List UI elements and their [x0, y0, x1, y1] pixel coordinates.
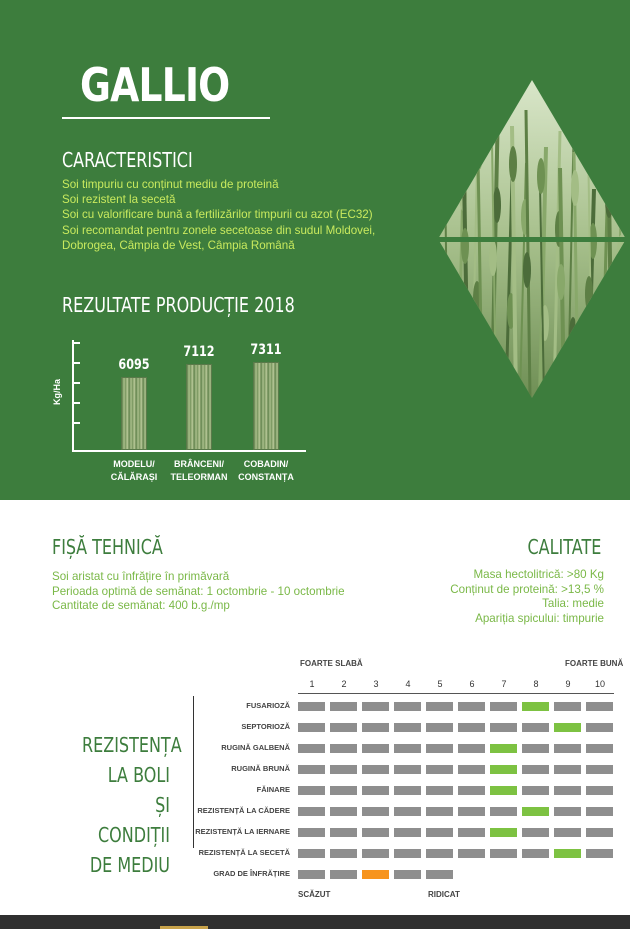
rating-cell: [490, 828, 517, 837]
scale-number: 8: [533, 679, 539, 689]
scale-cell: [394, 786, 421, 795]
bar-value-label: 7112: [183, 344, 215, 361]
tillering-cell: [330, 870, 357, 879]
high-label: RIDICAT: [428, 890, 460, 899]
scale-number: 9: [565, 679, 571, 689]
scale-cell: [394, 828, 421, 837]
scale-cell: [362, 807, 389, 816]
list-item: Cantitate de semănat: 400 b.g./mp: [52, 599, 230, 612]
scale-cell: [554, 702, 581, 711]
scale-cell: [362, 702, 389, 711]
scale-cell: [458, 828, 485, 837]
y-axis: [72, 340, 74, 452]
list-item: Soi aristat cu înfrățire în primăvară: [52, 570, 230, 583]
rezistenta-heading: [60, 730, 182, 880]
rating-cell: [490, 765, 517, 774]
scale-cell: [522, 765, 549, 774]
bar-value-label: 7311: [250, 342, 282, 358]
heading-line: LA BOLI: [107, 763, 170, 787]
title-underline: [62, 117, 270, 119]
list-item: Perioada optimă de semănat: 1 octombrie - 10 octombrie: [52, 584, 345, 598]
scale-cell: [426, 849, 453, 858]
tillering-cell: [394, 870, 421, 879]
scale-cell: [554, 744, 581, 753]
list-item: Apariția spicului: timpurie: [475, 611, 604, 625]
rating-cell: [522, 702, 549, 711]
scale-number: 10: [594, 679, 605, 689]
scale-low-label: FOARTE SLABĂ: [300, 659, 363, 668]
scale-cell: [298, 702, 325, 711]
scale-cell: [490, 702, 517, 711]
scale-cell: [522, 744, 549, 753]
scale-cell: [426, 786, 453, 795]
list-item: Conținut de proteină: >13,5 %: [450, 582, 604, 596]
calitate-list: [364, 568, 604, 626]
list-item: Masa hectolitrică: >80 Kg: [473, 568, 604, 581]
scale-cell: [458, 744, 485, 753]
rating-cell: [490, 744, 517, 753]
fisa-tehnica-heading: FIȘĂ TEHNICĂ: [52, 535, 163, 559]
scale-cell: [586, 744, 613, 753]
scale-cell: [490, 807, 517, 816]
scale-number: 1: [309, 679, 315, 689]
production-chart: [0, 330, 320, 500]
scale-cell: [586, 702, 613, 711]
scale-cell: [330, 828, 357, 837]
scale-cell: [330, 744, 357, 753]
row-label: FĂINARE: [256, 785, 290, 794]
tillering-label: GRAD DE ÎNFRĂȚIRE: [213, 869, 290, 878]
scale-cell: [586, 765, 613, 774]
category-label: MODELU/ CĂLĂRAȘI: [110, 459, 158, 482]
scale-cell: [458, 786, 485, 795]
heading-line: ȘI CONDIȚII: [98, 793, 170, 847]
scale-cell: [426, 744, 453, 753]
low-label: SCĂZUT: [298, 890, 331, 899]
scale-cell: [298, 723, 325, 732]
rating-cell: [554, 849, 581, 858]
y-tick: [72, 422, 80, 424]
scale-number: 6: [469, 679, 475, 689]
scale-cell: [394, 807, 421, 816]
caracteristici-list: [62, 177, 422, 253]
scale-cell: [522, 786, 549, 795]
rating-cell: [522, 807, 549, 816]
list-item: Talia: medie: [542, 597, 604, 610]
scale-cell: [394, 849, 421, 858]
scale-cell: [426, 723, 453, 732]
scale-cell: [458, 849, 485, 858]
row-label: REZISTENȚĂ LA IERNARE: [195, 827, 290, 836]
tillering-cell: [298, 870, 325, 879]
scale-cell: [586, 723, 613, 732]
row-label: RUGINĂ GALBENĂ: [221, 743, 290, 752]
y-tick: [72, 362, 80, 364]
list-item: Soi timpuriu cu conținut mediu de proteină: [62, 178, 279, 191]
scale-cell: [330, 807, 357, 816]
scale-cell: [298, 828, 325, 837]
product-title: GALLIO: [80, 58, 230, 112]
scale-cell: [362, 744, 389, 753]
scale-cell: [330, 849, 357, 858]
list-item: Soi cu valorificare bună a fertilizărilor timpurii cu azot (EC32): [62, 208, 373, 222]
scale-cell: [330, 702, 357, 711]
list-item: Soi recomandat pentru zonele secetoase din sudul Moldovei,: [62, 223, 376, 237]
row-label: REZISTENȚĂ LA SECETĂ: [198, 848, 290, 857]
scale-cell: [330, 723, 357, 732]
list-item: Soi rezistent la secetă: [62, 193, 176, 207]
bar-value-label: 6095: [118, 356, 150, 373]
scale-cell: [522, 828, 549, 837]
scale-cell: [522, 723, 549, 732]
footer-bar: [0, 915, 630, 929]
scale-cell: [426, 765, 453, 774]
heading-line: REZISTENȚA: [82, 733, 182, 757]
scale-number: 2: [341, 679, 347, 689]
scale-cell: [362, 723, 389, 732]
scale-cell: [458, 723, 485, 732]
bar: [121, 377, 147, 450]
scale-cell: [362, 765, 389, 774]
scale-number: 4: [405, 679, 411, 689]
y-tick: [72, 342, 80, 344]
list-item: Dobrogea, Câmpia de Vest, Câmpia Română: [62, 238, 295, 252]
row-label: SEPTORIOZĂ: [241, 722, 290, 731]
rating-cell: [554, 723, 581, 732]
scale-cell: [458, 807, 485, 816]
scale-cell: [330, 786, 357, 795]
calitate-heading: CALITATE: [527, 535, 601, 559]
row-label: FUSARIOZĂ: [246, 701, 290, 710]
scale-line: [298, 693, 614, 694]
scale-cell: [586, 807, 613, 816]
fisa-tehnica-list: [52, 570, 392, 614]
scale-cell: [394, 702, 421, 711]
row-label: REZISTENȚĂ LA CĂDERE: [197, 806, 290, 815]
scale-cell: [362, 786, 389, 795]
category-label: BRÂNCENI/ TELEORMAN: [170, 459, 228, 482]
scale-cell: [554, 765, 581, 774]
scale-high-label: FOARTE BUNĂ: [565, 659, 624, 668]
row-label: RUGINĂ BRUNĂ: [231, 764, 290, 773]
rezultate-heading: REZULTATE PRODUCȚIE 2018: [62, 293, 295, 317]
bar: [253, 362, 279, 450]
scale-number: 3: [373, 679, 379, 689]
scale-cell: [522, 849, 549, 858]
category-label: COBADIN/ CONSTANȚA: [238, 459, 294, 482]
wheat-image: [438, 80, 626, 398]
scale-cell: [394, 723, 421, 732]
scale-cell: [362, 828, 389, 837]
scale-cell: [298, 786, 325, 795]
y-axis-label: Kg/Ha: [52, 378, 62, 405]
bar: [186, 364, 212, 450]
scale-cell: [330, 765, 357, 774]
scale-cell: [554, 786, 581, 795]
scale-cell: [298, 807, 325, 816]
caracteristici-heading: CARACTERISTICI: [62, 148, 193, 172]
x-axis: [72, 450, 306, 452]
scale-cell: [298, 849, 325, 858]
scale-cell: [554, 807, 581, 816]
tillering-rating-cell: [362, 870, 389, 879]
scale-number: 7: [501, 679, 507, 689]
scale-cell: [362, 849, 389, 858]
scale-cell: [426, 702, 453, 711]
y-tick: [72, 402, 80, 404]
scale-cell: [394, 744, 421, 753]
scale-cell: [426, 807, 453, 816]
scale-cell: [394, 765, 421, 774]
scale-cell: [490, 723, 517, 732]
scale-cell: [458, 702, 485, 711]
heading-line: DE MEDIU: [89, 853, 170, 877]
scale-cell: [586, 786, 613, 795]
y-tick: [72, 382, 80, 384]
scale-cell: [586, 849, 613, 858]
scale-cell: [298, 744, 325, 753]
tillering-cell: [426, 870, 453, 879]
scale-cell: [490, 849, 517, 858]
scale-cell: [426, 828, 453, 837]
scale-cell: [586, 828, 613, 837]
scale-cell: [298, 765, 325, 774]
scale-cell: [458, 765, 485, 774]
scale-number: 5: [437, 679, 443, 689]
rating-cell: [490, 786, 517, 795]
scale-cell: [554, 828, 581, 837]
